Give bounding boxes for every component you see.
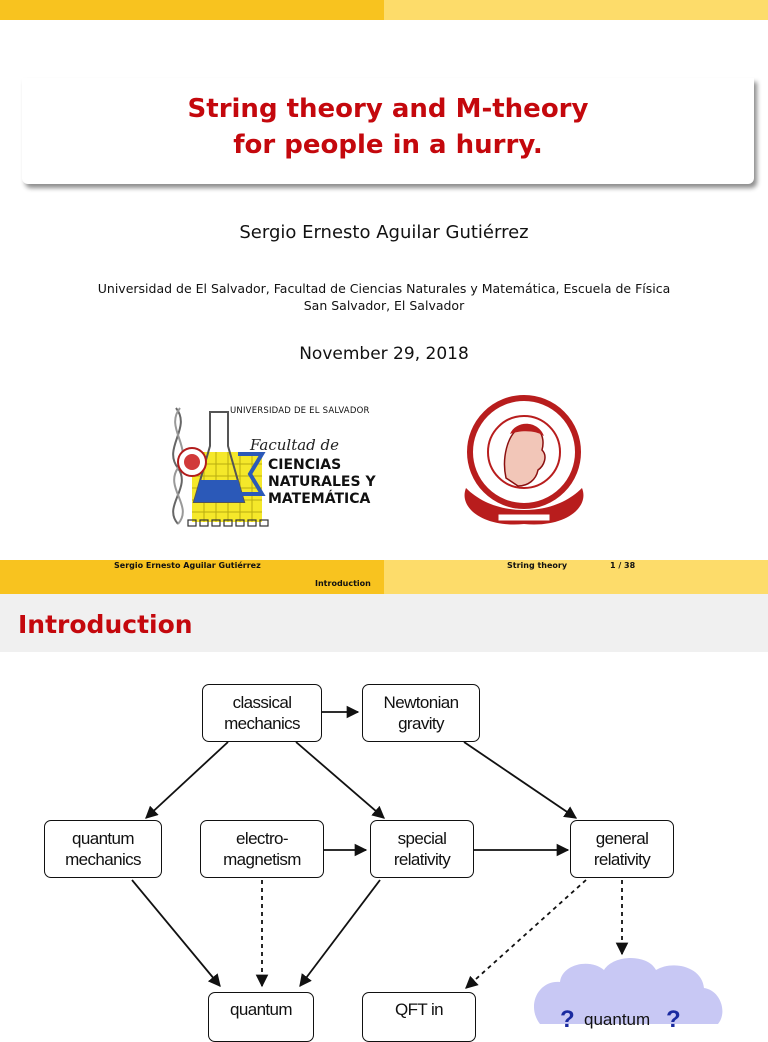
arrow-sr-to-qf (300, 880, 380, 986)
section-bar-right (384, 576, 768, 594)
institution-line-2: San Salvador, El Salvador (303, 298, 465, 313)
seal-graphic (458, 390, 590, 532)
presentation-date: November 29, 2018 (299, 344, 469, 364)
arrow-qm-to-qf (132, 880, 220, 986)
title-line-1: String theory and M-theory (187, 94, 589, 124)
faculty-logo (166, 398, 396, 530)
footer-short-title: String theory (507, 561, 568, 570)
arrow-cm-to-sr (296, 742, 384, 818)
node-quantum-gravity: quantum (584, 1010, 651, 1029)
node-quantum-field: quantum (208, 992, 314, 1042)
node-classical-mechanics: classical mechanics (202, 684, 322, 742)
faculty-logo-facultad: Facultad de (250, 436, 340, 454)
section-nav-label[interactable]: Introduction (315, 579, 371, 588)
faculty-logo-line-1: CIENCIAS (268, 457, 342, 473)
node-special-relativity: special relativity (370, 820, 474, 878)
node-quantum-mechanics: quantum mechanics (44, 820, 162, 878)
arrow-cm-to-qm (146, 742, 228, 818)
node-newtonian-gravity: Newtonian gravity (362, 684, 480, 742)
footer-bar-right (384, 560, 768, 576)
footer-author: Sergio Ernesto Aguilar Gutiérrez (114, 561, 261, 570)
author-name: Sergio Ernesto Aguilar Gutiérrez (239, 222, 529, 243)
top-bar-left (0, 0, 384, 20)
institution (0, 280, 768, 314)
top-bar-right (384, 0, 768, 20)
faculty-logo-university: UNIVERSIDAD DE EL SALVADOR (230, 406, 370, 416)
node-electromagnetism: electro- magnetism (200, 820, 324, 878)
question-mark-left: ? (560, 1006, 575, 1033)
question-mark-right: ? (666, 1006, 681, 1033)
faculty-logo-line-3: MATEMÁTICA (268, 491, 371, 507)
frame-title: Introduction (18, 610, 193, 639)
footer-page-number: 1 / 38 (610, 561, 636, 570)
institution-line-1: Universidad de El Salvador, Facultad de Ciencias Naturales y Matemática, Escuela de Física (97, 281, 671, 296)
university-seal-logo (458, 390, 590, 532)
arrow-ng-to-gr (464, 742, 576, 818)
faculty-logo-line-2: NATURALES Y (268, 474, 376, 490)
node-general-relativity: general relativity (570, 820, 674, 878)
title-block (22, 78, 754, 184)
node-qft-in: QFT in (362, 992, 476, 1042)
title-line-2: for people in a hurry. (233, 130, 543, 160)
